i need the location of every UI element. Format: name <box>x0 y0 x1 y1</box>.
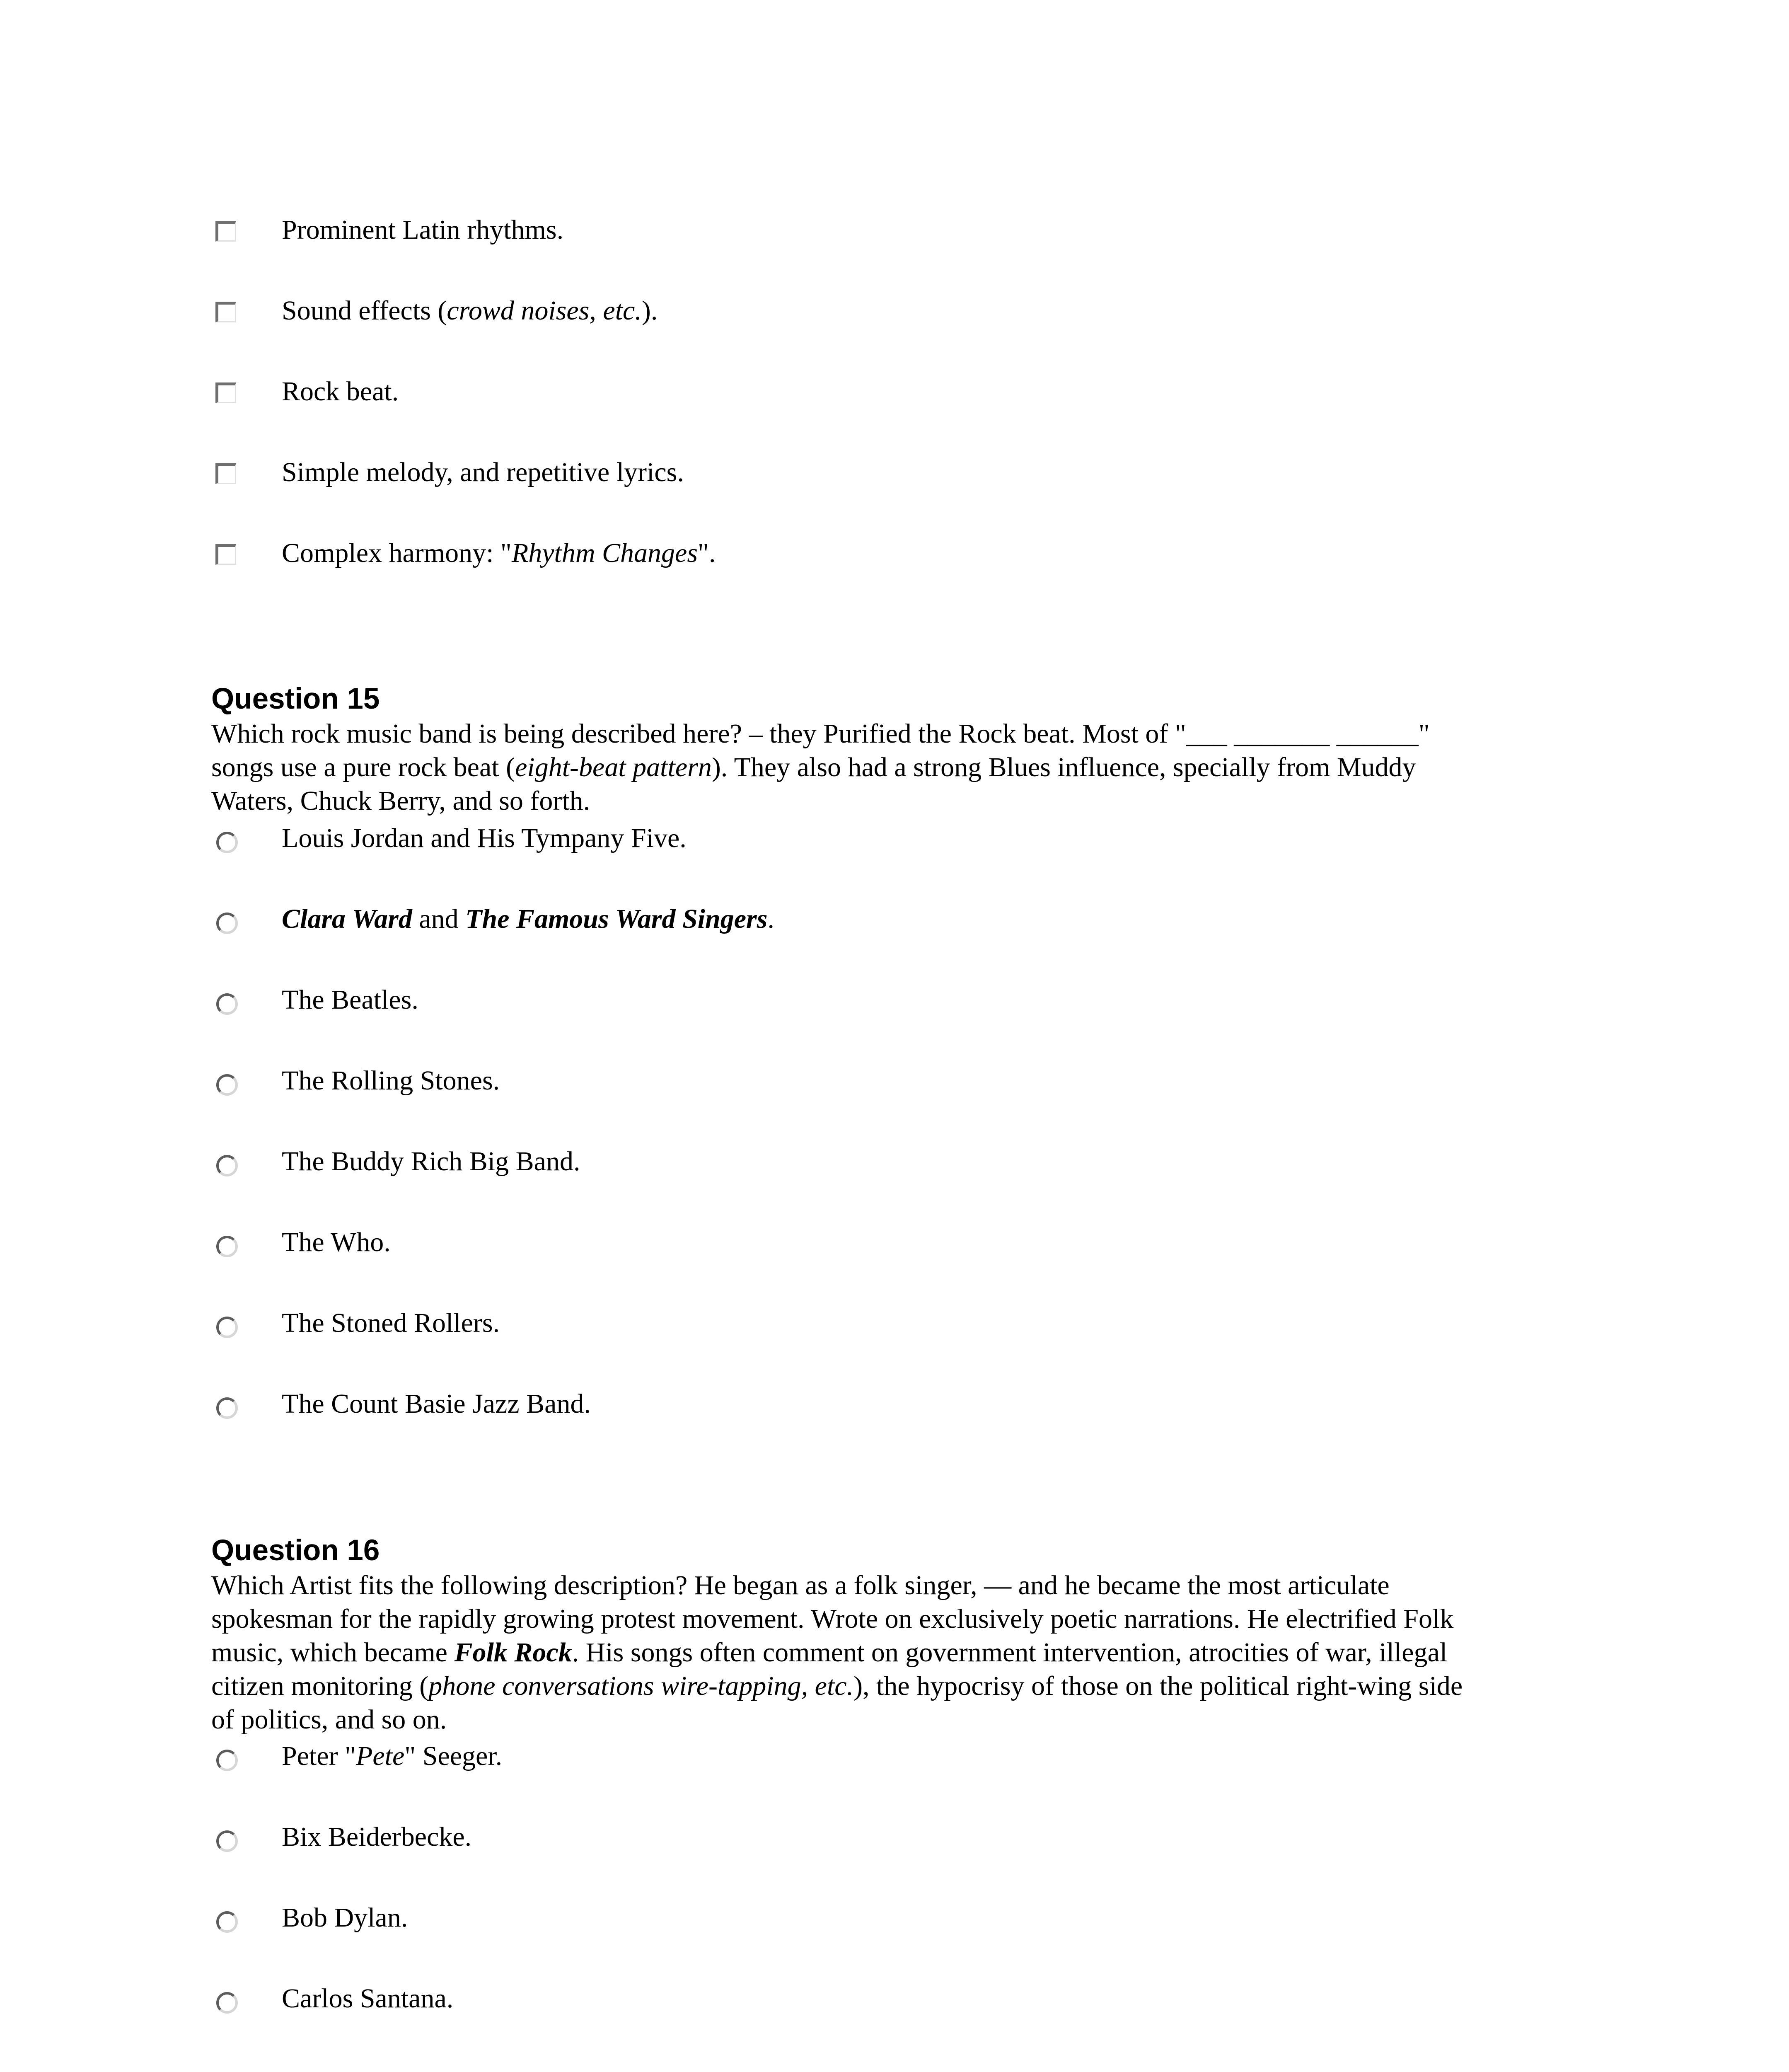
checkbox[interactable] <box>215 302 236 322</box>
q16-option-b[interactable] <box>211 1820 1661 1870</box>
question-16-heading: Question 16 <box>211 1534 380 1567</box>
option-label: Louis Jordan and His Tympany Five. <box>282 823 687 853</box>
option-label: Rock beat. <box>282 376 399 407</box>
radio-button[interactable] <box>216 1317 238 1338</box>
radio-button[interactable] <box>216 1911 238 1933</box>
radio-button[interactable] <box>216 1074 238 1096</box>
option-label: Bob Dylan. <box>282 1903 408 1933</box>
q15-option-b[interactable] <box>211 903 1661 952</box>
q14-option-a[interactable] <box>211 213 1661 263</box>
option-label: Clara Ward and The Famous Ward Singers. <box>282 904 774 934</box>
option-label: The Who. <box>282 1227 391 1257</box>
option-label: Complex harmony: "Rhythm Changes". <box>282 538 716 568</box>
option-label: Bix Beiderbecke. <box>282 1822 472 1852</box>
checkbox[interactable] <box>215 221 236 242</box>
option-label: The Stoned Rollers. <box>282 1308 500 1338</box>
option-label: Simple melody, and repetitive lyrics. <box>282 457 684 487</box>
q14-option-e[interactable] <box>211 537 1661 586</box>
option-label: The Buddy Rich Big Band. <box>282 1146 580 1176</box>
q15-option-e[interactable] <box>211 1145 1661 1195</box>
option-label: The Beatles. <box>282 985 418 1015</box>
option-label: Prominent Latin rhythms. <box>282 215 564 245</box>
option-label: Sound effects (crowd noises, etc.). <box>282 295 658 326</box>
q14-option-b[interactable] <box>211 294 1661 344</box>
checkbox[interactable] <box>215 544 236 565</box>
q15-option-d[interactable] <box>211 1064 1661 1114</box>
q15-option-c[interactable] <box>211 983 1661 1033</box>
question-16-text: Which Artist fits the following description? He began as a folk singer, — and he became the most articulate spokesman for the rapidly growing protest movement. Wrote on exclusively poetic narrations. He electrified Folk music, which became Folk Rock. His songs often comment on government intervention, atrocities of war, illegal citizen monitoring (phone conversations wire-tapping, etc.), the hypocrisy of those on the political right-wing side of politics, and so on. <box>211 1570 1463 1735</box>
q15-option-h[interactable] <box>211 1387 1661 1437</box>
q15-option-f[interactable] <box>211 1226 1661 1276</box>
radio-button[interactable] <box>216 1750 238 1771</box>
radio-button[interactable] <box>216 1236 238 1257</box>
radio-button[interactable] <box>216 1830 238 1852</box>
question-15-text: Which rock music band is being described here? – they Purified the Rock beat. Most of "___ _______ ______" songs use a pure rock beat (eight-beat pattern). They also had a strong Blues influence, specially from Muddy Waters, Chuck Berry, and so forth. <box>211 719 1430 816</box>
radio-button[interactable] <box>216 832 238 853</box>
option-label: The Rolling Stones. <box>282 1065 500 1096</box>
q15-option-a[interactable] <box>211 822 1661 871</box>
checkbox[interactable] <box>215 463 236 484</box>
radio-button[interactable] <box>216 913 238 934</box>
q15-option-g[interactable] <box>211 1307 1661 1356</box>
q14-option-c[interactable] <box>211 375 1661 425</box>
q16-option-a[interactable] <box>211 1740 1661 1789</box>
option-label: Carlos Santana. <box>282 1983 454 2014</box>
radio-button[interactable] <box>216 993 238 1015</box>
radio-button[interactable] <box>216 1397 238 1419</box>
radio-button[interactable] <box>216 1992 238 2014</box>
q16-option-d[interactable] <box>211 1982 1661 2032</box>
radio-button[interactable] <box>216 1155 238 1176</box>
checkbox[interactable] <box>215 382 236 403</box>
q16-option-c[interactable] <box>211 1901 1661 1951</box>
option-label: The Count Basie Jazz Band. <box>282 1389 591 1419</box>
question-15-heading: Question 15 <box>211 683 380 715</box>
option-label: Peter "Pete" Seeger. <box>282 1741 503 1771</box>
q14-option-d[interactable] <box>211 456 1661 506</box>
